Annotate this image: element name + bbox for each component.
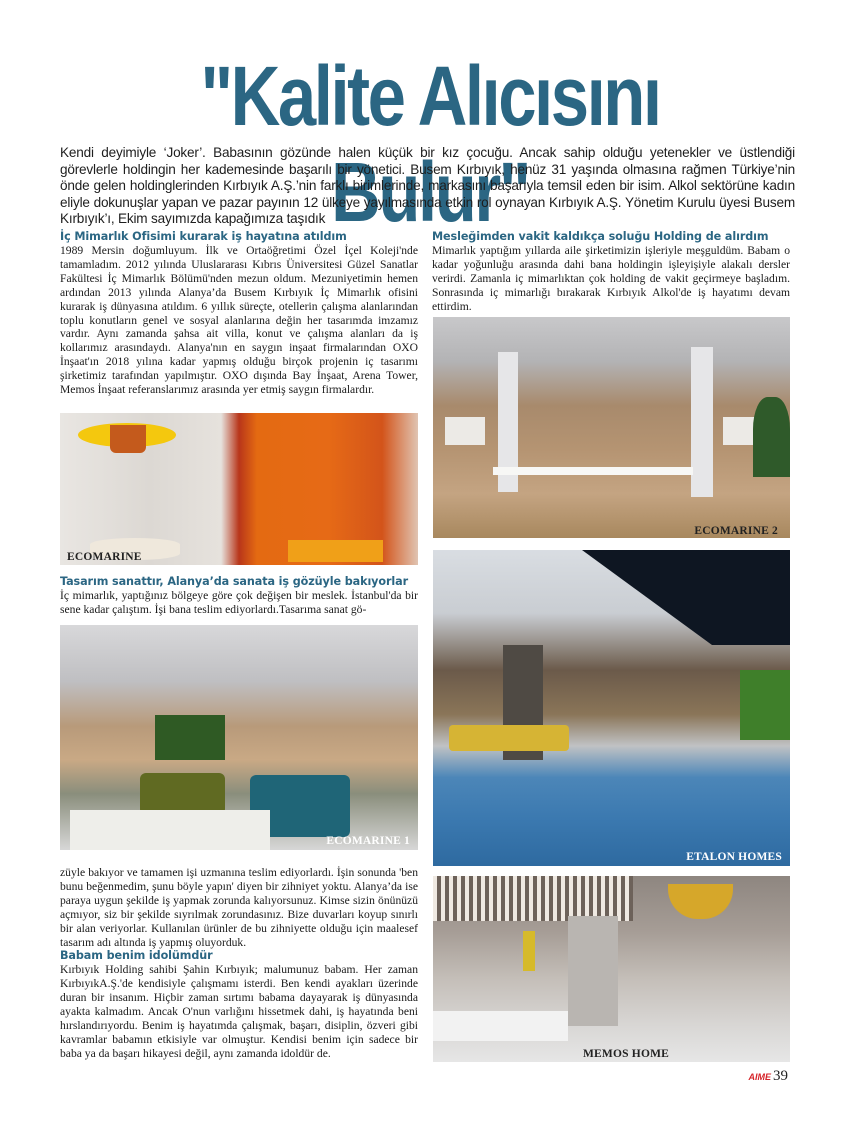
intro-paragraph: Kendi deyimiyle ‘Joker’. Babasının gözünde halen küçük bir kız çocuğu. Ancak sahip olduğu yetenekler ve üstlendiği görevlerle holdingin her kademesinde başarılı bir yönetici. Busem Kırbıyık, henüz 31 yaşında olmasına rağmen Türkiye’nin önde gelen holdinglerinden Kırbıyık A.Ş.’nin farklı birimlerinde, markasını başarıyla temsil eden bir isim. Alkol sektörüne kadın eliyle dokunuşlar yapan ve pazar payının 12 ülkeye yayılmasında etkin rol oynayan Kırbıyık A.Ş. Yönetim Kurulu üyesi Busem Kırbıyık’ı, Ekim sayımızda kapağımıza taşıdık <box>60 145 795 227</box>
photo-caption: MEMOS HOME <box>583 1048 670 1060</box>
photo-caption: ETALON HOMES <box>686 851 782 863</box>
right-section-1 <box>432 230 790 314</box>
section-heading: İç Mimarlık Ofisimi kurarak iş hayatına atıldım <box>60 230 347 243</box>
memos-home-lobby-photo <box>433 876 790 1062</box>
magazine-logo: AIME <box>748 1071 771 1082</box>
pillar-shape <box>568 916 618 1026</box>
lamp-shade-shape <box>445 417 485 445</box>
pendant-light-shape <box>523 931 535 971</box>
table-shape <box>70 810 270 850</box>
ecomarine-1-lounge-photo <box>60 625 418 850</box>
section-body: Mimarlık yaptığım yıllarda aile şirketimizin işleriyle meşguldüm. Babam o kadar yoğunluğu arasında dahi bana holdingin işleyişiyle alakalı dersler verirdi. Zamanla iç mimarlıktan çok holding de vakit geçirmeye başladım. Sonrasında iç mimarlığı bırakarak Kırbıyık Alkol'de iş hayatımı devam ettirdim. <box>432 244 790 313</box>
slatted-ceiling-shape <box>433 876 633 921</box>
page-title: "Kalite Alıcısını Bulur" <box>200 49 660 239</box>
olive-sofa-shape <box>140 773 225 815</box>
page-footer <box>749 1068 789 1085</box>
orange-tub-shape <box>288 540 383 562</box>
section-body: İç mimarlık, yaptığınız bölgeye göre çok değişen bir meslek. İstanbul'da bir sene kadar çalıştım. İşi bana teslim ediyorlardı.Tasarıma sanat gö- <box>60 589 418 616</box>
starry-ceiling-shape <box>530 550 790 645</box>
plant-shape <box>753 397 790 477</box>
section-heading: Mesleğimden vakit kaldıkça soluğu Holding de alırdım <box>432 230 769 243</box>
column-shape <box>691 347 713 497</box>
section-body: 1989 Mersin doğumluyum. İlk ve Ortaöğretimi Özel İçel Koleji'nde tamamladım. 2012 yılında Uluslararası Kıbrıs Üniversitesi Güzel Sanatlar Fakültesi İç Mimarlık Bölümü'nden mezun oldum. Mezuniyetimin hemen ardından 2013 yılında Alanya’da Busem Kırbıyık İç Mimarlık ofisini kurarak iş dünyasına atıldım. 6 yıllık süreçte, otellerin çalışma alanlarından toplu konutların genel ve sosyal alanlarına değin her tasarımda imzamız vardır. Aynı zamanda şahsa ait villa, konut ve çalışma alanları da iş kollarımız arasındaydı. Alanya'nın en saygın inşaat firmalarından OXO İnşaat'ın 2018 yılına kadar yapmış olduğu birçok projenin iç tasarımı şirketimiz tarafından yapılmıştır. OXO dışında Bay İnşaat, Arena Tower, Memos İnşaat referanslarımız arasında yer etmiş saygın firmalardır. <box>60 244 418 397</box>
photo-caption: ECOMARINE 2 <box>694 525 778 537</box>
section-body: züyle bakıyor ve tamamen işi uzmanına teslim ediyorlardı. İşin sonunda 'ben bunu beğenmedim, şunu böyle yapın' diyen bir zihniyet yoktu. Alanya’da ise paraya uygun şekilde iş yapmak zorunda kalıyorsunuz. Kimse sizin önünüzü açmıyor, siz bir şekilde sıyrılmak zorundasınız. Bize duvarları koyup sınırlı bir alan veriyorlar. Kullanılan ürünler de bu zihniyette olduğu için maalesef tasarım adı altında iş yapmış oluyorduk. <box>60 866 418 949</box>
table-top-shape <box>493 467 693 475</box>
photo-caption: ECOMARINE 1 <box>326 835 410 847</box>
left-section-2-continued <box>60 866 418 1061</box>
garden-shape <box>740 670 790 740</box>
pendant-lamp-shape <box>668 884 733 919</box>
left-section-2 <box>60 575 418 617</box>
reception-desk-shape <box>433 1011 568 1041</box>
ecomarine-bath-photo <box>60 413 418 565</box>
etalon-homes-pool-photo <box>433 550 790 866</box>
page-number: 39 <box>773 1068 788 1084</box>
yellow-sofa-shape <box>449 725 569 751</box>
section-heading: Tasarım sanattır, Alanya’da sanata iş gözüyle bakıyorlar <box>60 575 408 588</box>
ceiling-column-shape <box>110 425 146 453</box>
green-wall-shape <box>155 715 225 760</box>
section-heading: Babam benim idolümdür <box>60 949 213 963</box>
section-body: Kırbıyık Holding sahibi Şahin Kırbıyık; malumunuz babam. Her zaman KırbıyıkA.Ş.'de kendisiyle çalışmamı isterdi. Ben kendi ayakları üzerinde duran bir insanım. Hiçbir zaman sırtımı babama dayayarak iş dünyasında ayakta kalmadım. Ancak O'nun varlığını hissetmek dahi, iş hayatında beni hırslandırıyordu. Benim iş hayatımda çalışmak, başarı, disiplin, özveri gibi kavramlar babamın etkisiyle var olmuştur. Kendisi benim için sadece bir baba ya da başarı hikayesi değil, aynı zamanda idoldür de. <box>60 963 418 1060</box>
left-section-1 <box>60 230 418 397</box>
ecomarine-2-dining-photo <box>433 317 790 538</box>
photo-caption: ECOMARINE <box>67 551 142 563</box>
